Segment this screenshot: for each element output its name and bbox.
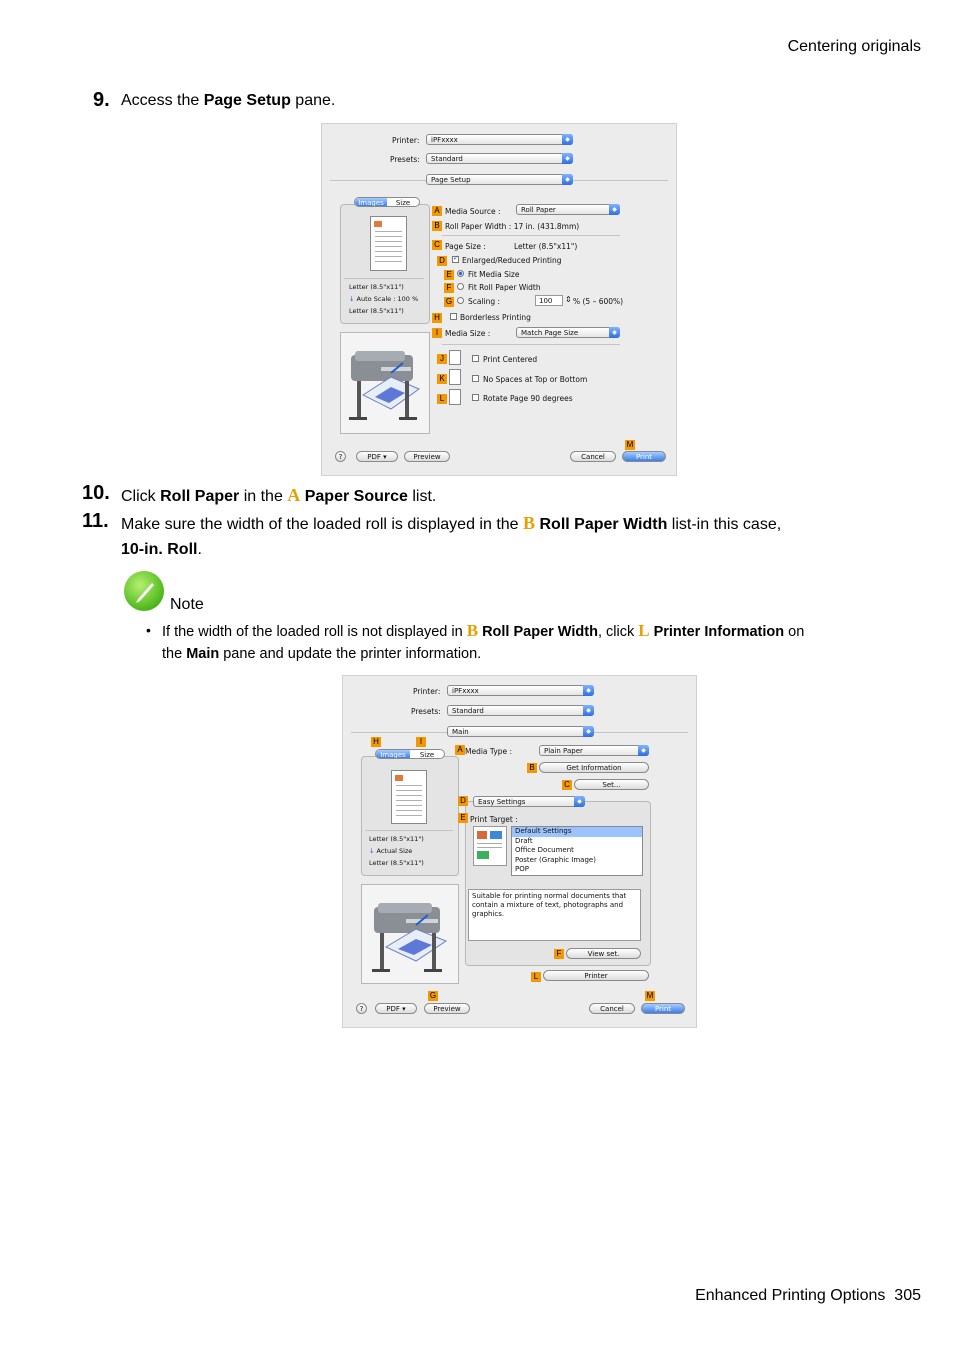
printer-illustration xyxy=(340,332,430,434)
info-paper-size: Letter (8.5"x11") xyxy=(369,835,424,843)
callout-d: D xyxy=(437,256,447,266)
callout-j: J xyxy=(437,354,447,364)
note-text: If the width of the loaded roll is not displayed in B Roll Paper Width, click L Printer Information on xyxy=(162,621,805,640)
no-spaces-icon xyxy=(449,369,461,385)
callout-g: G xyxy=(429,991,437,1000)
pane-popup[interactable]: Main ◆ xyxy=(447,726,594,737)
callout-i: I xyxy=(432,328,442,338)
print-button[interactable]: Print xyxy=(622,451,666,462)
callout-b: B xyxy=(527,763,537,773)
preview-button[interactable]: Preview xyxy=(424,1003,470,1014)
info-scale: ↓ Actual Size xyxy=(369,847,413,855)
list-item[interactable]: POP xyxy=(515,865,529,873)
rotate-icon xyxy=(449,389,461,405)
info-scale: ↓ Auto Scale : 100 % xyxy=(349,295,419,303)
callout-h: H xyxy=(371,737,381,747)
images-size-segmented-control[interactable] xyxy=(354,197,420,207)
popup-arrows-icon: ◆ xyxy=(562,134,573,145)
media-size-label: Media Size : xyxy=(445,329,491,338)
step-10-text: Click Roll Paper in the A Paper Source list. xyxy=(121,485,437,505)
checkmark-icon: ✓ xyxy=(453,254,459,262)
help-button[interactable]: ? xyxy=(356,1003,367,1014)
scaling-stepper[interactable]: ⇕ xyxy=(565,295,572,304)
printer-popup[interactable]: iPFxxxx ◆ xyxy=(426,134,573,145)
help-button[interactable]: ? xyxy=(335,451,346,462)
callout-b: B xyxy=(432,221,442,231)
callout-m: M xyxy=(626,440,634,449)
down-arrow-icon: ↓ xyxy=(369,847,375,855)
fit-roll-radio[interactable] xyxy=(457,283,464,290)
note-title: Note xyxy=(170,596,204,613)
pdf-button[interactable]: PDF ▾ xyxy=(356,451,398,462)
preview-button[interactable]: Preview xyxy=(404,451,450,462)
list-item[interactable]: Poster (Graphic Image) xyxy=(515,855,596,864)
pane-popup[interactable]: Page Setup ◆ xyxy=(426,174,573,185)
popup-arrows-icon: ◆ xyxy=(609,204,620,215)
printer-popup[interactable]: iPFxxxx ◆ xyxy=(447,685,594,696)
popup-arrows-icon: ◆ xyxy=(583,705,594,716)
list-item[interactable]: Draft xyxy=(515,836,533,845)
page-thumbnail xyxy=(370,216,407,271)
step-11-text: Make sure the width of the loaded roll is displayed in the B Roll Paper Width list-in this case, xyxy=(121,513,782,533)
callout-f: F xyxy=(554,949,564,959)
note-text-line2: the Main pane and update the printer information. xyxy=(162,646,482,662)
scaling-input[interactable]: 100 xyxy=(535,295,563,306)
media-source-popup[interactable]: Roll Paper ◆ xyxy=(516,204,620,215)
callout-a: A xyxy=(455,745,465,755)
cancel-button[interactable]: Cancel xyxy=(570,451,616,462)
print-centered-icon xyxy=(449,350,461,365)
step-11-number: 11. xyxy=(82,510,109,532)
enlarged-checkbox[interactable] xyxy=(452,256,459,263)
separator xyxy=(442,235,620,236)
running-header: Centering originals xyxy=(787,38,921,55)
callout-e: E xyxy=(458,813,468,823)
view-set-button[interactable]: View set. xyxy=(566,948,641,959)
fit-media-label: Fit Media Size xyxy=(468,270,520,279)
popup-arrows-icon: ◆ xyxy=(609,327,620,338)
media-type-label: Media Type : xyxy=(465,747,513,756)
popup-arrows-icon: ◆ xyxy=(638,745,649,756)
main-pane-dialog-screenshot xyxy=(342,675,697,1028)
callout-i: I xyxy=(416,737,426,747)
popup-arrows-icon: ◆ xyxy=(562,153,573,164)
borderless-checkbox[interactable] xyxy=(450,313,457,320)
popup-arrows-icon: ◆ xyxy=(562,174,573,185)
tab-images[interactable]: Images xyxy=(355,198,387,206)
tab-images[interactable]: Images xyxy=(376,750,410,758)
page-size-value: Letter (8.5"x11") xyxy=(514,242,578,251)
separator xyxy=(365,830,453,831)
roll-paper-width-text: Roll Paper Width : 17 in. (431.8mm) xyxy=(445,222,580,231)
print-target-list[interactable] xyxy=(511,826,643,876)
step-11-text-line2: 10-in. Roll. xyxy=(121,541,202,558)
callout-g: G xyxy=(445,297,453,306)
pdf-button[interactable]: PDF ▾ xyxy=(375,1003,417,1014)
print-centered-checkbox[interactable] xyxy=(472,355,479,362)
description-textbox: Suitable for printing normal documents that contain a mixture of text, photographs and graphics. xyxy=(468,889,641,941)
printer-illustration xyxy=(361,884,459,984)
separator xyxy=(344,278,424,279)
print-target-label: Print Target : xyxy=(470,815,518,824)
page-setup-dialog-screenshot xyxy=(321,123,677,476)
rotate-checkbox[interactable] xyxy=(472,394,479,401)
print-centered-label: Print Centered xyxy=(483,355,538,364)
list-item[interactable]: Default Settings xyxy=(512,827,642,837)
no-spaces-checkbox[interactable] xyxy=(472,375,479,382)
rotate-label: Rotate Page 90 degrees xyxy=(483,394,573,403)
tab-size[interactable]: Size xyxy=(419,751,435,759)
callout-h: H xyxy=(432,313,442,323)
set-button[interactable]: Set... xyxy=(574,779,649,790)
enlarged-label: Enlarged/Reduced Printing xyxy=(462,256,562,265)
scaling-radio[interactable] xyxy=(457,297,464,304)
down-arrow-icon: ↓ xyxy=(349,295,355,303)
page-number: 305 xyxy=(894,1287,921,1304)
presets-popup[interactable]: Standard ◆ xyxy=(447,705,594,716)
media-source-label: Media Source : xyxy=(445,207,501,216)
printer-label: Printer: xyxy=(392,136,420,145)
info-paper-size: Letter (8.5"x11") xyxy=(349,283,404,291)
scaling-label: Scaling : xyxy=(468,297,501,306)
media-size-popup[interactable]: Match Page Size ◆ xyxy=(516,327,620,338)
no-spaces-label: No Spaces at Top or Bottom xyxy=(483,375,588,384)
print-target-preview-icon xyxy=(473,826,507,866)
borderless-label: Borderless Printing xyxy=(460,313,531,322)
get-information-button[interactable]: Get Information xyxy=(539,762,649,773)
printer-label: Printer: xyxy=(413,687,441,696)
presets-label: Presets: xyxy=(411,707,441,716)
callout-a: A xyxy=(432,206,442,216)
presets-popup[interactable]: Standard ◆ xyxy=(426,153,573,164)
callout-l: L xyxy=(437,394,447,404)
images-size-segmented-control[interactable] xyxy=(375,749,445,759)
callout-d: D xyxy=(458,796,468,806)
info-output-size: Letter (8.5"x11") xyxy=(369,859,424,867)
fit-media-radio[interactable] xyxy=(457,270,464,277)
callout-m: M xyxy=(646,991,654,1000)
running-footer: Enhanced Printing Options 305 xyxy=(695,1287,921,1304)
easy-settings-popup[interactable]: Easy Settings ◆ xyxy=(473,796,585,807)
page-size-label: Page Size : xyxy=(445,242,486,251)
list-item[interactable]: Office Document xyxy=(515,846,574,854)
note-pencil-icon xyxy=(124,571,164,611)
step-9-text: Access the Page Setup pane. xyxy=(121,92,336,109)
scaling-range: % (5 – 600%) xyxy=(573,297,624,306)
note-bullet: • xyxy=(146,622,151,638)
popup-arrows-icon: ◆ xyxy=(574,796,585,807)
popup-arrows-icon: ◆ xyxy=(583,726,594,737)
fit-roll-label: Fit Roll Paper Width xyxy=(468,283,541,292)
print-button[interactable]: Print xyxy=(641,1003,685,1014)
printer-info-button[interactable]: Printer xyxy=(543,970,649,981)
callout-e: E xyxy=(444,270,454,280)
callout-c: C xyxy=(562,780,572,790)
callout-l: L xyxy=(531,972,541,982)
page-thumbnail xyxy=(391,770,427,824)
info-output-size: Letter (8.5"x11") xyxy=(349,307,404,315)
callout-k: K xyxy=(437,374,447,384)
popup-arrows-icon: ◆ xyxy=(583,685,594,696)
tab-size[interactable]: Size xyxy=(395,199,411,207)
media-type-popup[interactable]: Plain Paper ◆ xyxy=(539,745,649,756)
callout-c: C xyxy=(432,240,442,250)
presets-label: Presets: xyxy=(390,155,420,164)
step-9-number: 9. xyxy=(93,89,110,111)
callout-f: F xyxy=(444,283,454,293)
cancel-button[interactable]: Cancel xyxy=(589,1003,635,1014)
separator xyxy=(442,344,620,345)
step-10-number: 10. xyxy=(82,482,110,504)
